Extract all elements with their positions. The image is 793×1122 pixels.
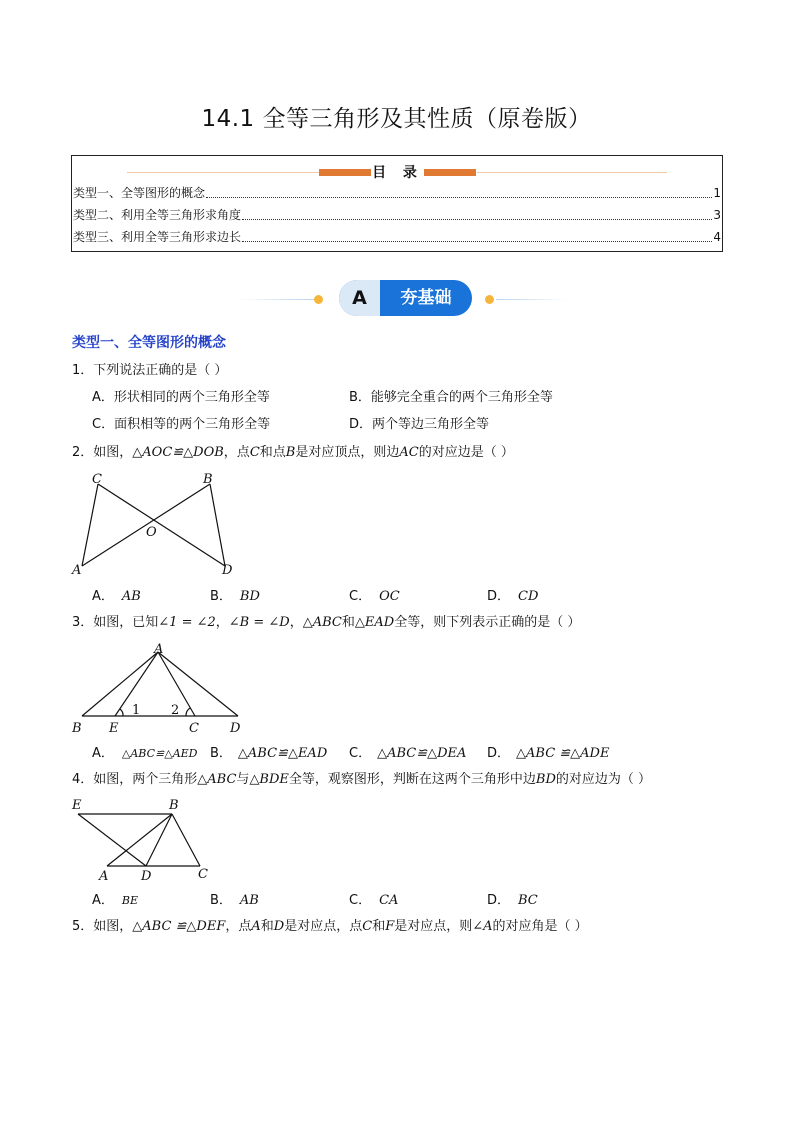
q2-option-d-value: CD — [518, 589, 539, 604]
q2-option-d-label: D． — [487, 589, 511, 604]
banner-line-left — [238, 299, 314, 300]
q2-option-a[interactable] — [92, 588, 141, 606]
page-title: 14.1 全等三角形及其性质（原卷版） — [201, 106, 592, 132]
q2-option-b[interactable] — [210, 588, 260, 606]
q3-text-4: 和 — [341, 615, 355, 630]
q3-label-e: E — [109, 721, 119, 736]
q2-option-c-value: OC — [379, 589, 400, 604]
q4-option-c-label: C． — [349, 893, 372, 908]
toc-item-page: 4 — [713, 230, 721, 244]
toc-header — [72, 160, 722, 180]
q4-text-1: 4．如图，两个三角形 — [72, 772, 198, 787]
q2-label-o: O — [146, 525, 157, 540]
toc-item-text: 类型三、利用全等三角形求边长 — [73, 230, 242, 244]
toc-item-text: 类型一、全等图形的概念 — [73, 186, 206, 200]
q4-math-bde: △BDE — [249, 772, 289, 787]
toc-item-2[interactable] — [73, 206, 721, 224]
toc-divider-left — [127, 172, 319, 173]
q3-option-a-label: A． — [92, 746, 114, 761]
q1-option-a[interactable]: A．形状相同的两个三角形全等 — [92, 390, 270, 405]
q3-label-c: C — [189, 721, 199, 736]
q2-text-3: 和点 — [259, 445, 286, 460]
q4-option-b-value: AB — [239, 893, 259, 908]
q2-label-b: B — [203, 472, 213, 487]
q2-label-a: A — [72, 563, 82, 578]
q2-option-d[interactable] — [487, 588, 538, 606]
q3-math-abc: △ABC — [302, 615, 342, 630]
q3-text-2: ， — [215, 615, 229, 630]
q2-math-b: B — [285, 445, 296, 460]
q4-label-c: C — [198, 867, 208, 882]
q2-text-4: 是对应顶点，则边 — [295, 445, 400, 460]
banner-dot-right — [485, 295, 494, 304]
toc-leader — [206, 197, 712, 198]
q4-option-d-label: D． — [487, 893, 511, 908]
q3-option-d-label: D． — [487, 746, 511, 761]
banner-line-right — [496, 299, 568, 300]
q5-text-5: 和 — [372, 919, 386, 934]
q5-text-7: 的对应角是（ ） — [492, 919, 588, 934]
q5-text-6: 是对应点，则 — [394, 919, 473, 934]
toc-divider-right — [477, 172, 667, 173]
q3-text-5: 全等，则下列表示正确的是（ ） — [394, 615, 581, 630]
toc-item-3[interactable] — [73, 228, 721, 246]
q4-label-a: A — [99, 869, 109, 884]
q4-option-a[interactable] — [92, 892, 138, 910]
q1-option-b[interactable]: B．能够完全重合的两个三角形全等 — [349, 390, 553, 405]
toc-item-text: 类型二、利用全等三角形求角度 — [73, 208, 242, 222]
q4-option-c[interactable] — [349, 892, 398, 910]
question-2-stem — [72, 444, 514, 462]
q4-label-b: B — [169, 798, 179, 813]
q3-text-3: ， — [289, 615, 303, 630]
q3-math-angles-12: ∠1 = ∠2 — [158, 615, 216, 630]
q3-math-ead: △EAD — [354, 615, 395, 630]
q4-option-d-value: BC — [518, 893, 538, 908]
question-1-stem: 1．下列说法正确的是（ ） — [72, 363, 228, 378]
toc-label: 目 录 — [372, 165, 423, 181]
q5-math-d: D — [273, 919, 285, 934]
q4-option-b[interactable] — [210, 892, 259, 910]
q3-option-b-value: △ABC≌△EAD — [237, 746, 328, 761]
q2-option-a-value: AB — [121, 589, 141, 604]
q3-math-angles-bd: ∠B = ∠D — [228, 615, 290, 630]
toc-leader — [242, 241, 712, 242]
q4-text-4: 的对应边为（ ） — [555, 772, 652, 787]
q5-text-2: ，点 — [225, 919, 252, 934]
q3-option-d-value: △ABC ≌△ADE — [516, 746, 610, 761]
toc-item-page: 1 — [713, 186, 721, 200]
q4-math-abc: △ABC — [197, 772, 237, 787]
q2-option-b-label: B． — [210, 589, 232, 604]
q2-math-ac: AC — [399, 445, 419, 460]
q5-math-c: C — [362, 919, 373, 934]
q3-option-d[interactable] — [487, 745, 609, 763]
q2-label-c: C — [92, 472, 102, 487]
question-3-stem — [72, 614, 580, 632]
q3-figure — [68, 640, 258, 738]
q2-figure — [68, 468, 248, 580]
q3-label-d: D — [230, 721, 241, 736]
q5-math-f: F — [385, 919, 395, 934]
q4-label-d: D — [141, 869, 152, 884]
q3-option-c-label: C． — [349, 746, 372, 761]
toc-leader — [242, 219, 712, 220]
q3-option-b[interactable] — [210, 745, 327, 763]
q3-label-a: A — [154, 642, 164, 657]
q5-text-1: 5．如图， — [72, 919, 133, 934]
toc-item-page: 3 — [713, 208, 721, 222]
section-banner — [238, 280, 568, 318]
q1-option-c[interactable]: C．面积相等的两个三角形全等 — [92, 417, 271, 432]
q3-option-a-value: △ABC≌△AED — [121, 747, 198, 760]
q4-option-a-value: BE — [121, 894, 139, 907]
toc-bar-right — [424, 169, 476, 176]
q4-option-c-value: CA — [379, 893, 399, 908]
section-title: 类型一、全等图形的概念 — [72, 335, 226, 351]
q2-option-c[interactable] — [349, 588, 400, 606]
q5-text-3: 和 — [260, 919, 274, 934]
q2-text-5: 的对应边是（ ） — [418, 445, 514, 460]
q4-option-b-label: B． — [210, 893, 232, 908]
banner-letter: A — [339, 280, 380, 316]
q5-text-4: 是对应点，点 — [284, 919, 363, 934]
q3-option-b-label: B． — [210, 746, 232, 761]
q2-option-a-label: A． — [92, 589, 114, 604]
question-4-stem — [72, 771, 651, 789]
q2-option-b-value: BD — [239, 589, 260, 604]
q2-math-c: C — [249, 445, 260, 460]
q3-label-angle-1: 1 — [132, 703, 141, 718]
q3-option-c[interactable] — [349, 745, 466, 763]
table-of-contents — [71, 155, 723, 252]
banner-dot-left — [314, 295, 323, 304]
q5-math-angle-a: ∠A — [472, 919, 493, 934]
toc-bar-left — [319, 169, 371, 176]
q4-text-3: 全等，观察图形，判断在这两个三角形中边 — [288, 772, 536, 787]
q5-math-a: A — [251, 919, 261, 934]
q4-figure — [68, 796, 218, 884]
q5-math-congruence: △ABC ≌△DEF — [132, 919, 226, 934]
q4-text-2: 与 — [236, 772, 250, 787]
q3-option-a[interactable] — [92, 745, 197, 763]
q4-option-d[interactable] — [487, 892, 538, 910]
q1-option-d[interactable]: D．两个等边三角形全等 — [349, 417, 490, 432]
q4-label-e: E — [72, 798, 82, 813]
q3-option-c-value: △ABC≌△DEA — [377, 746, 467, 761]
q4-math-bd: BD — [535, 772, 556, 787]
banner-text: 夯基础 — [400, 288, 452, 308]
q2-text-1: 2．如图， — [72, 445, 133, 460]
q3-label-angle-2: 2 — [171, 703, 180, 718]
q3-text-1: 3．如图，已知 — [72, 615, 159, 630]
toc-item-1[interactable] — [73, 184, 721, 202]
q2-math-congruence: △AOC≌△DOB — [132, 445, 224, 460]
q4-option-a-label: A． — [92, 893, 114, 908]
q2-label-d: D — [222, 563, 233, 578]
banner-pill — [339, 280, 472, 316]
q3-label-b: B — [72, 721, 82, 736]
question-5-stem — [72, 918, 588, 936]
q2-text-2: ，点 — [223, 445, 250, 460]
q2-option-c-label: C． — [349, 589, 372, 604]
